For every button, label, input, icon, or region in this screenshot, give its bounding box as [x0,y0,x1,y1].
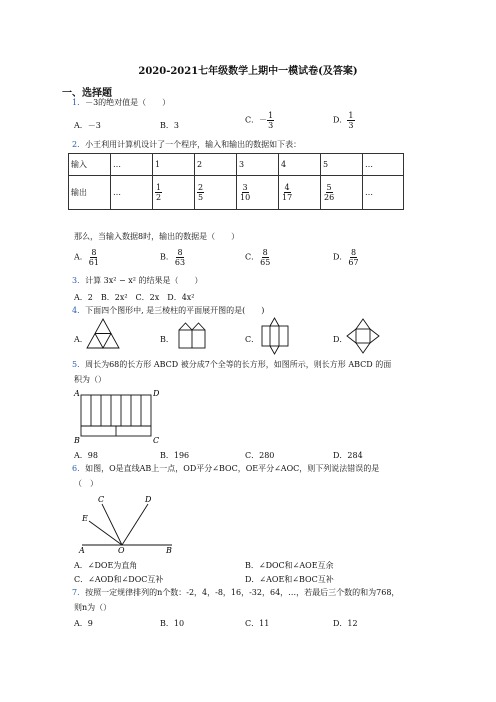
question-6-cont: （ ） [74,479,98,488]
label-o: O [118,546,125,555]
option-b: B．3 [160,121,179,130]
question-text: 小王利用计算机设计了一个程序，输入和输出的数据如下表： [85,140,302,149]
cell: … [363,176,404,210]
question-6: 6．如图，O是直线AB上一点，OD平分∠BOC，OE平分∠AOC，则下列说法错误的是 [72,464,380,473]
option-b: B．10 [160,619,185,628]
option-b: B．196 [160,451,190,460]
question-2 [72,140,301,150]
label-e: E [82,514,88,523]
cell: 3 [237,154,279,176]
fraction: $\frac{1}{3}$ [268,111,274,130]
option-c [245,111,274,130]
angle-figure [78,492,178,554]
option-d: D．284 [333,451,363,460]
option-d: D． [333,335,348,344]
cell: $\frac{2}{5}$ [195,176,237,210]
fraction: $\frac{1}{3}$ [348,111,354,130]
cell: … [111,176,153,210]
question-7-cont: 则n为（） [74,603,112,612]
question-1 [72,98,170,108]
rectangle-figure [74,388,160,444]
label-a: A [79,546,85,555]
question-number: 2． [72,140,86,149]
question-number: 1． [72,98,86,107]
net-figure-b [172,322,212,350]
cell: … [111,154,153,176]
section-heading: 一、选择题 [62,88,112,99]
cell: $\frac{5}{26}$ [321,176,363,210]
option-d: D．12 [333,619,358,628]
question-5-cont: 积为（） [74,375,106,384]
io-table [68,153,404,210]
cell: 5 [321,154,363,176]
question-3-options: A．2 B．2x² C．2x D．4x² [74,293,195,302]
label-d: D [145,495,152,504]
option-a: A．9 [74,619,93,628]
cell: $\frac{3}{10}$ [237,176,279,210]
option-label: C． [245,115,260,125]
question-text: －3的绝对值是（ ） [85,98,171,107]
cell: $\frac{1}{2}$ [153,176,195,210]
option-d [333,111,355,130]
option-c: C．11 [245,619,270,628]
option-a: A．98 [74,451,98,460]
option-c: C． [245,335,260,344]
option-a: A． [74,335,88,344]
page-title: 2020-2021七年级数学上期中一模试卷(及答案) [138,66,358,77]
cell: 4 [279,154,321,176]
net-figure-d [346,318,380,354]
option-a: A． $\frac{8}{61}$ [74,248,99,267]
question-3: 3．计算 3x² − x² 的结果是（ ） [72,276,203,285]
net-figure-c [258,316,292,356]
cell: … [363,154,404,176]
option-c: C．280 [245,451,275,460]
question-7: 7．按照一定规律排列的n个数：-2，4，-8，16，-32，64，…，若最后三个数的和为768， [72,588,400,597]
cell: $\frac{4}{17}$ [279,176,321,210]
option-c: C． $\frac{8}{65}$ [245,248,271,267]
option-a: A．－3 [74,121,101,130]
net-figure-a [86,318,120,350]
question-5: 5．周长为68的长方形 ABCD 被分成7个全等的长方形，如图所示，则长方形 ABCD 的面 [72,360,392,369]
option-label: D． [333,115,348,125]
option-b: B． [160,335,174,344]
label-c: C [153,436,160,445]
label-b: B [166,546,172,555]
output-label: 输出 [69,176,111,210]
option-d: D． $\frac{8}{67}$ [333,248,359,267]
option-b: B． $\frac{8}{63}$ [160,248,186,267]
cell: 2 [195,154,237,176]
label-b: B [74,436,80,445]
input-label: 输入 [69,154,111,176]
option-a: A．∠DOE为直角 [74,561,138,570]
question-2-follow: 那么，当输入数据8时，输出的数据是（ ） [74,232,240,241]
label-c: C [98,495,105,504]
option-c: C．∠AOD和∠DOC互补 [74,575,164,584]
minus-sign: － [259,115,268,125]
label-a: A [74,389,80,398]
option-d: D．∠AOE和∠BOC互补 [245,575,334,584]
option-b: B．∠DOC和∠AOE互余 [245,561,334,570]
label-d: D [153,389,160,398]
question-4: 4．下面四个图形中, 是三棱柱的平面展开图的是( ) [72,306,265,315]
cell: 1 [153,154,195,176]
